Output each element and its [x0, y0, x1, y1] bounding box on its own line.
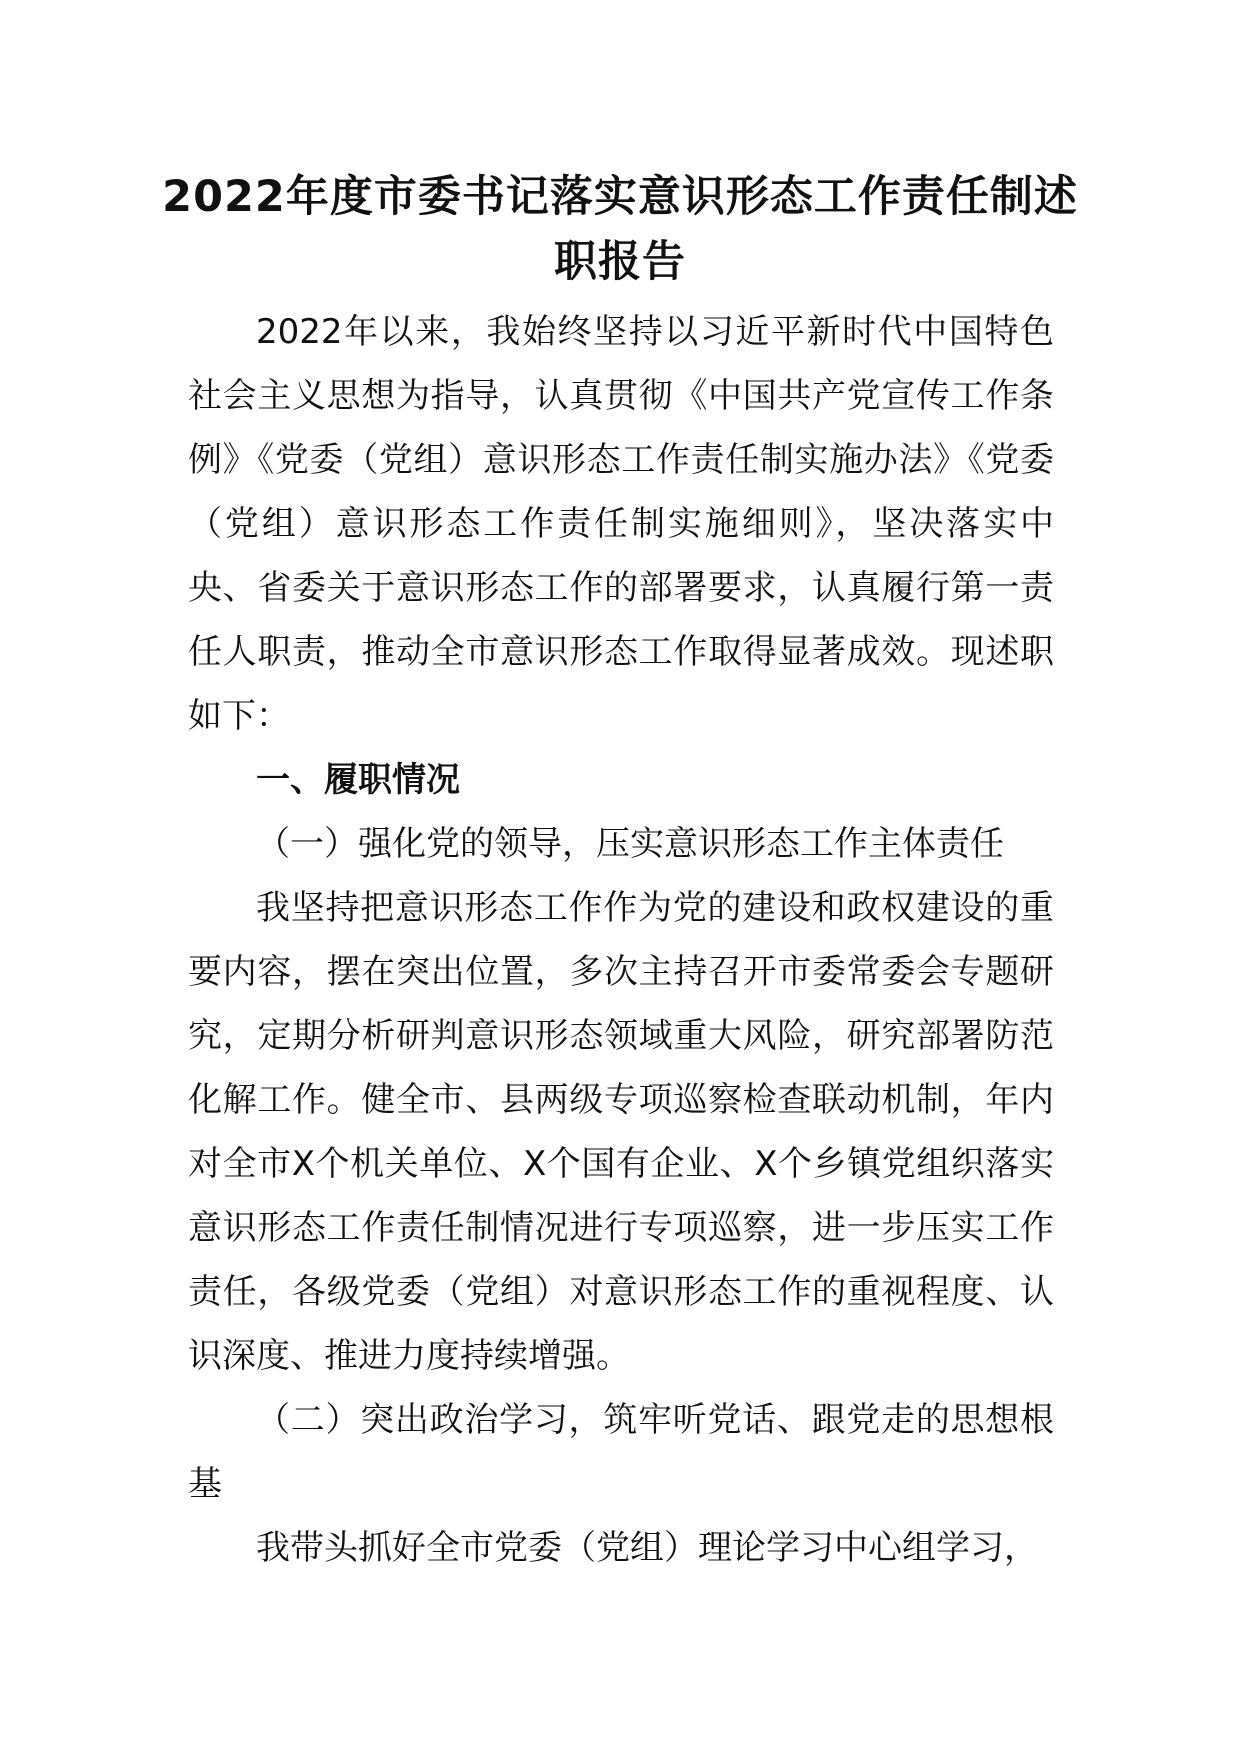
document-title: 2022年度市委书记落实意识形态工作责任制述职报告 [162, 172, 1078, 287]
subsection-heading-1: （一）强化党的领导，压实意识形态工作主体责任 [256, 824, 1004, 864]
document-body [188, 300, 1054, 1580]
body-paragraph-1: 我坚持把意识形态工作作为党的建设和政权建设的重要内容，摆在突出位置，多次主持召开市委常委会专题研究，定期分析研判意识形态领域重大风险，研究部署防范化解工作。健全市、县两级专项巡察检查联动机制，年内对全市X个机关单位、X个国有企业、X个乡镇党组织落实意识形态工作责任制情况进行专项巡察，进一步压实工作责任，各级党委（党组）对意识形态工作的重视程度、认识深度、推进力度持续增强。 [188, 888, 1054, 1376]
subsection-heading-2: （二）突出政治学习，筑牢听党话、跟党走的思想根基 [188, 1400, 1054, 1504]
intro-paragraph: 2022年以来，我始终坚持以习近平新时代中国特色社会主义思想为指导，认真贯彻《中国共产党宣传工作条例》《党委（党组）意识形态工作责任制实施办法》《党委（党组）意识形态工作责任制实施细则》，坚决落实中央、省委关于意识形态工作的部署要求，认真履行第一责任人职责，推动全市意识形态工作取得显著成效。现述职如下： [188, 312, 1054, 736]
section-heading: 一、履职情况 [256, 760, 460, 800]
body-paragraph-2: 我带头抓好全市党委（党组）理论学习中心组学习， [256, 1528, 1038, 1568]
